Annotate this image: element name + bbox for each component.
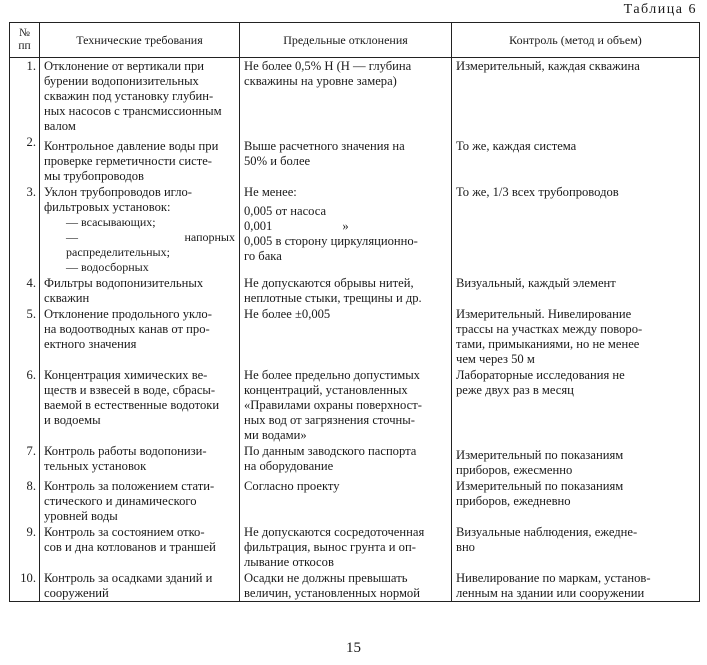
cell-line: ществ и взвесей в воде, сбрасы- <box>44 383 216 397</box>
cell-line: 50% и более <box>244 154 311 168</box>
requirement-cell <box>40 367 240 443</box>
cell-value: 0,001 <box>244 219 273 233</box>
cell-line: Не более предельно допустимых <box>244 368 420 382</box>
cell-line: тельных установок <box>44 459 147 473</box>
cell-line: Визуальные наблюдения, ежедне- <box>456 525 638 539</box>
row-number: 9. <box>10 524 40 570</box>
header-num-line: пп <box>18 40 31 52</box>
cell-line: величин, установленных нормой <box>244 586 420 600</box>
cell-line: ектного значения <box>44 337 137 351</box>
requirement-cell <box>40 306 240 367</box>
row-number: 10. <box>10 570 40 602</box>
cell-line: Контроль за положением стати- <box>44 479 215 493</box>
table-header-row <box>10 23 700 58</box>
header-num-line: № <box>19 27 30 39</box>
table-row <box>10 367 700 443</box>
cell-line: То же, каждая система <box>456 139 577 153</box>
control-cell <box>452 134 700 184</box>
cell-line: Выше расчетного значения на <box>244 139 405 153</box>
table-row <box>10 58 700 135</box>
header-num <box>10 23 40 58</box>
control-cell <box>452 570 700 602</box>
table-row <box>10 306 700 367</box>
cell-subitem: — всасывающих; <box>66 215 156 229</box>
row-number: 7. <box>10 443 40 478</box>
control-cell <box>452 275 700 306</box>
table-row <box>10 184 700 275</box>
requirement-cell <box>40 570 240 602</box>
deviation-cell <box>240 478 452 524</box>
table-caption: Таблица 6 <box>623 2 697 17</box>
cell-line: Не менее: <box>244 185 297 199</box>
row-number: 6. <box>10 367 40 443</box>
deviation-cell <box>240 184 452 275</box>
deviation-cell <box>240 570 452 602</box>
cell-line: Контроль за осадками зданий и <box>44 571 213 585</box>
cell-line: ленным на здании или сооружении <box>456 586 645 600</box>
deviation-cell <box>240 443 452 478</box>
header-requirements: Технические требования <box>40 23 240 58</box>
cell-line: приборов, ежедневно <box>456 494 571 508</box>
deviation-cell <box>240 58 452 135</box>
cell-line: фильтрация, вынос грунта и оп- <box>244 540 416 554</box>
deviation-cell <box>240 134 452 184</box>
cell-line: Уклон трубопроводов игло- <box>44 185 192 199</box>
control-cell <box>452 478 700 524</box>
requirements-table <box>9 22 700 602</box>
cell-line: скважин под установку глубин- <box>44 89 214 103</box>
cell-line: на оборудование <box>244 459 334 473</box>
deviation-cell <box>240 367 452 443</box>
cell-subitem: — напорных распределительных; <box>66 230 235 259</box>
cell-line: скважины на уровне замера) <box>244 74 397 88</box>
row-number: 4. <box>10 275 40 306</box>
requirement-cell <box>40 443 240 478</box>
cell-line: Осадки не должны превышать <box>244 571 408 585</box>
cell-line: Лабораторные исследования не <box>456 368 625 382</box>
control-cell <box>452 306 700 367</box>
control-cell <box>452 367 700 443</box>
deviation-cell <box>240 524 452 570</box>
cell-line: трассы на участках между поворо- <box>456 322 643 336</box>
cell-line: «Правилами охраны поверхност- <box>244 398 422 412</box>
row-number: 1. <box>10 58 40 135</box>
cell-line: По данным заводского паспорта <box>244 444 417 458</box>
cell-line: фильтровых установок: <box>44 200 171 214</box>
cell-line: сов и дна котлованов и траншей <box>44 540 216 554</box>
cell-line: ных насосов с трансмиссионным <box>44 104 222 118</box>
table-row <box>10 570 700 602</box>
deviation-cell <box>240 275 452 306</box>
cell-line: Контроль работы водопонизи- <box>44 444 207 458</box>
cell-line: проверке герметичности систе- <box>44 154 213 168</box>
control-cell <box>452 184 700 275</box>
cell-line: Отклонение продольного укло- <box>44 307 212 321</box>
row-number: 8. <box>10 478 40 524</box>
cell-line: ваемой в естественные водотоки <box>44 398 220 412</box>
cell-line: го бака <box>244 249 282 263</box>
cell-line: стического и динамического <box>44 494 197 508</box>
cell-line: чем через 50 м <box>456 352 535 366</box>
cell-line: валом <box>44 119 76 133</box>
requirement-cell <box>40 58 240 135</box>
cell-line: Нивелирование по маркам, установ- <box>456 571 651 585</box>
table-row <box>10 478 700 524</box>
cell-line: бурении водопонизительных <box>44 74 199 88</box>
cell-line: Контрольное давление воды при <box>44 139 219 153</box>
table-row <box>10 275 700 306</box>
cell-line: 0,005 от насоса <box>244 204 327 218</box>
row-number: 2. <box>10 134 40 184</box>
cell-subitem: — водосборных <box>66 260 149 274</box>
cell-line: Концентрация химических ве- <box>44 368 208 382</box>
requirement-cell <box>40 275 240 306</box>
ditto-mark: » <box>342 219 349 233</box>
deviation-cell <box>240 306 452 367</box>
cell-line: Визуальный, каждый элемент <box>456 276 616 290</box>
cell-line: концентраций, установленных <box>244 383 408 397</box>
requirement-cell <box>40 478 240 524</box>
cell-line: приборов, ежесменно <box>456 463 573 477</box>
cell-line: Измерительный по показаниям <box>456 479 624 493</box>
control-cell <box>452 443 700 478</box>
header-control: Контроль (метод и объем) <box>452 23 700 58</box>
cell-line: Не более 0,5% Н (Н — глубина <box>244 59 412 73</box>
cell-line: тами, примыканиями, но не менее <box>456 337 640 351</box>
cell-line: уровней воды <box>44 509 118 523</box>
cell-line: Не допускаются обрывы нитей, <box>244 276 414 290</box>
table-row <box>10 443 700 478</box>
header-deviations: Предельные отклонения <box>240 23 452 58</box>
cell-line: Фильтры водопонизительных <box>44 276 204 290</box>
requirement-cell <box>40 134 240 184</box>
control-cell <box>452 58 700 135</box>
cell-line: Контроль за состоянием отко- <box>44 525 205 539</box>
control-cell <box>452 524 700 570</box>
cell-line: Измерительный. Нивелирование <box>456 307 632 321</box>
cell-line: Измерительный по показаниям <box>456 448 624 462</box>
cell-line: лывание откосов <box>244 555 334 569</box>
cell-line: Отклонение от вертикали при <box>44 59 205 73</box>
cell-line: Измерительный, каждая скважина <box>456 59 640 73</box>
cell-line: Не более ±0,005 <box>244 307 331 321</box>
page-number: 15 <box>346 640 361 656</box>
cell-line: и водоемы <box>44 413 101 427</box>
requirement-cell <box>40 524 240 570</box>
cell-line: мы трубопроводов <box>44 169 144 183</box>
cell-line: ных вод от загрязнения сточны- <box>244 413 415 427</box>
row-number: 5. <box>10 306 40 367</box>
cell-line: Не допускаются сосредоточенная <box>244 525 425 539</box>
cell-line: скважин <box>44 291 90 305</box>
cell-line: вно <box>456 540 475 554</box>
cell-line: ми водами» <box>244 428 307 442</box>
cell-line: неплотные стыки, трещины и др. <box>244 291 422 305</box>
cell-line: на водоотводных канав от про- <box>44 322 210 336</box>
requirement-cell <box>40 184 240 275</box>
cell-line: реже двух раз в месяц <box>456 383 574 397</box>
cell-line: Согласно проекту <box>244 479 340 493</box>
cell-line <box>244 219 447 234</box>
cell-line: 0,005 в сторону циркуляционно- <box>244 234 418 248</box>
cell-line: сооружений <box>44 586 109 600</box>
row-number: 3. <box>10 184 40 275</box>
cell-line: То же, 1/3 всех трубопроводов <box>456 185 619 199</box>
table-row <box>10 524 700 570</box>
table-row <box>10 134 700 184</box>
